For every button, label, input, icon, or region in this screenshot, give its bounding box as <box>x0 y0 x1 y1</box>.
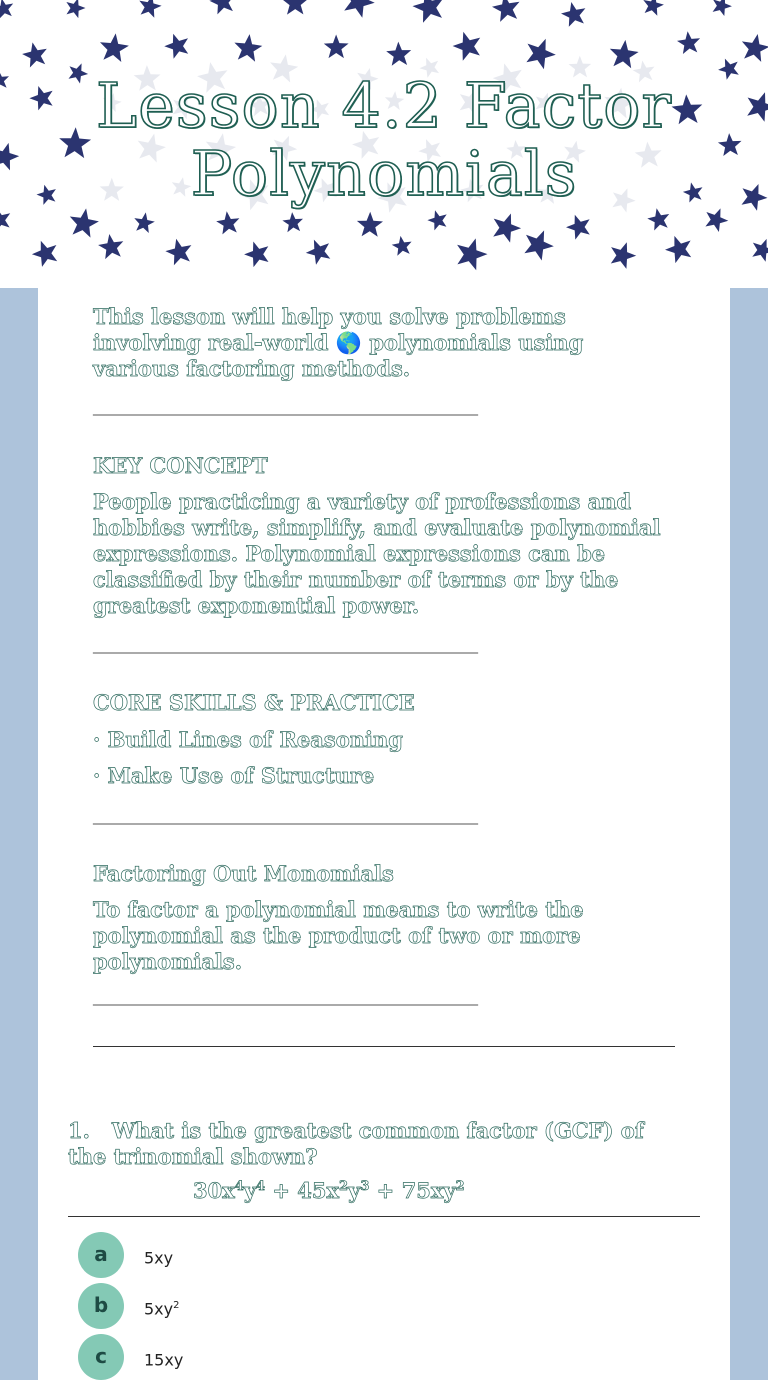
star-icon <box>566 215 590 240</box>
title-line-1: Lesson 4.2 Factor <box>95 69 673 142</box>
key-concept-heading: KEY CONCEPT <box>93 453 268 478</box>
star-icon <box>492 0 520 22</box>
option-text-a[interactable] <box>144 1232 173 1281</box>
option-value: 5xy <box>144 1248 174 1268</box>
plus-sign: + <box>369 1178 402 1203</box>
intro-text-part1: This lesson will help you solve problems involving real-world <box>93 304 566 355</box>
factoring-text: To factor a polynomial means to write the polynomial as the product of two or more polynomials. <box>93 897 584 974</box>
separator-line: ________________________________________________________________ <box>93 990 477 1006</box>
star-icon <box>164 34 188 59</box>
star-icon <box>70 208 99 237</box>
option-exponent: 2 <box>173 1300 180 1311</box>
answer-option-a[interactable] <box>78 1232 678 1278</box>
star-icon <box>457 238 487 270</box>
option-value: 15xy <box>144 1350 184 1370</box>
star-icon <box>22 42 47 67</box>
star-icon <box>453 32 481 61</box>
option-value: 5xy <box>144 1299 174 1319</box>
option-letter-c[interactable]: c <box>78 1334 124 1380</box>
star-icon <box>427 210 446 230</box>
star-icon <box>344 0 375 18</box>
core-skill-item: · Build Lines of Reasoning <box>93 727 403 752</box>
star-icon <box>66 0 85 18</box>
option-letter-a[interactable]: a <box>78 1232 124 1278</box>
separator-line: ________________________________________________________________ <box>93 638 477 654</box>
star-icon <box>324 35 349 59</box>
answer-option-b[interactable] <box>78 1283 678 1329</box>
option-text-c[interactable] <box>144 1334 183 1383</box>
title-line-2: Polynomials <box>190 137 578 210</box>
option-letter-b[interactable]: b <box>78 1283 124 1329</box>
star-icon <box>742 34 768 62</box>
intro-text-part2: polynomials using various factoring methods. <box>93 330 584 381</box>
star-icon <box>282 212 303 232</box>
term-3: 75xy <box>401 1178 456 1203</box>
star-icon <box>561 2 585 27</box>
star-icon <box>647 208 669 230</box>
star-icon <box>98 234 123 259</box>
star-icon <box>643 0 664 16</box>
globe-icon: 🌎 <box>335 330 362 355</box>
star-icon <box>752 239 768 262</box>
star-icon <box>165 239 191 266</box>
star-icon <box>493 214 521 243</box>
star-icon <box>524 230 553 260</box>
star-icon <box>139 0 161 18</box>
factoring-heading: Factoring Out Monomials <box>93 861 394 886</box>
star-icon <box>610 40 639 68</box>
exponent: 4 <box>256 1179 266 1194</box>
star-icon <box>357 212 383 237</box>
term-2: 45x <box>297 1178 340 1203</box>
left-side-panel <box>0 288 38 1380</box>
question-prompt: What is the greatest common factor (GCF) of the trinomial shown? <box>68 1118 644 1169</box>
star-icon <box>134 212 155 233</box>
exponent: 4 <box>234 1179 244 1194</box>
page-title <box>0 69 768 210</box>
star-icon <box>32 241 57 267</box>
star-icon <box>306 240 331 265</box>
star-icon <box>234 34 262 62</box>
exponent: 2 <box>339 1179 349 1194</box>
star-icon <box>244 242 268 268</box>
term-1: 30x <box>193 1178 235 1203</box>
star-icon <box>0 208 10 231</box>
star-icon <box>0 0 13 19</box>
trinomial-equation <box>193 1178 465 1203</box>
star-icon <box>713 0 732 16</box>
star-icon <box>100 33 129 62</box>
question-number: 1. <box>68 1118 90 1143</box>
exponent: 2 <box>455 1179 465 1194</box>
separator-line: ________________________________________________________________ <box>93 400 477 416</box>
term-2-var: y <box>348 1178 361 1203</box>
star-icon <box>386 42 411 66</box>
star-icon <box>392 236 412 256</box>
core-skill-item: · Make Use of Structure <box>93 763 375 788</box>
star-icon <box>665 236 691 263</box>
term-1-var: y <box>243 1178 257 1203</box>
separator-line: ________________________________________________________________ <box>93 809 477 825</box>
lesson-content <box>38 288 730 1380</box>
star-icon <box>677 31 700 54</box>
plus-sign: + <box>265 1178 298 1203</box>
header-banner <box>0 0 768 288</box>
question-divider <box>68 1216 700 1217</box>
star-icon <box>705 208 728 232</box>
star-icon <box>282 0 309 15</box>
right-side-panel <box>730 288 768 1380</box>
exponent: 3 <box>360 1179 370 1194</box>
star-icon <box>216 211 239 234</box>
divider <box>93 1046 675 1047</box>
question-text <box>68 1118 688 1170</box>
key-concept-text: People practicing a variety of professions and hobbies write, simplify, and evaluate polynomial expressions. Polynomial expressions can be classified by their number of terms or by the greatest exponential power. <box>93 489 661 618</box>
intro-text <box>93 304 673 382</box>
star-icon <box>209 0 234 14</box>
answer-option-c[interactable] <box>78 1334 678 1380</box>
star-icon <box>413 0 444 23</box>
option-text-b[interactable] <box>144 1283 179 1332</box>
star-icon <box>611 242 637 269</box>
core-skills-heading: CORE SKILLS & PRACTICE <box>93 690 415 715</box>
star-icon <box>526 39 555 69</box>
